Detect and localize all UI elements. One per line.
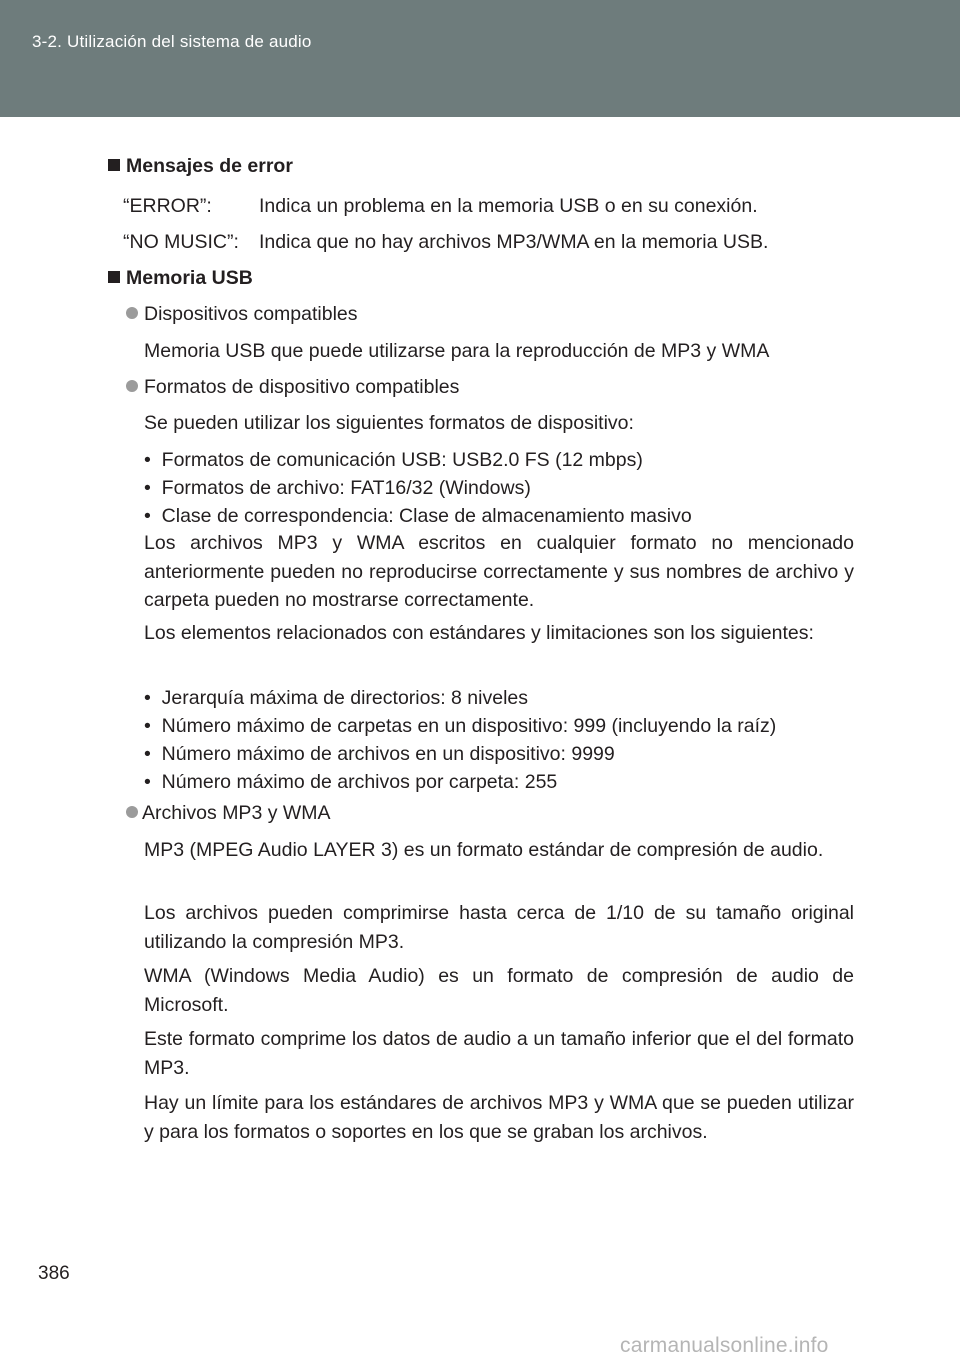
page-number: 386 [38,1263,70,1284]
error-code: “NO MUSIC”: [123,231,239,253]
mp3-wma-paragraph: MP3 (MPEG Audio LAYER 3) es un formato estándar de compresión de audio. [144,839,824,861]
round-bullet [126,307,138,319]
list-item: • Jerarquía máxima de directorios: 8 niveles [144,687,529,709]
compatible-devices-title: Dispositivos compatibles [144,303,358,325]
section-square-bullet [108,271,120,283]
mp3-wma-paragraph: Hay un límite para los estándares de archivos MP3 y WMA que se pueden utilizar y para los formatos o soportes en los que se graban los archivos. [144,1092,854,1143]
mp3-wma-paragraph: Este formato comprime los datos de audio a un tamaño inferior que el del formato MP3. [144,1028,854,1079]
error-code: “ERROR”: [123,195,212,217]
section-square-bullet [108,159,120,171]
round-bullet [126,806,138,818]
round-bullet [126,380,138,392]
usb-heading: Memoria USB [126,267,253,289]
error-description: Indica que no hay archivos MP3/WMA en la memoria USB. [259,231,769,253]
page-header-band [0,0,960,117]
list-item: • Formatos de comunicación USB: USB2.0 FS (12 mbps) [144,449,643,471]
list-item: • Número máximo de archivos por carpeta: 255 [144,771,558,793]
list-item: • Número máximo de archivos en un dispositivo: 9999 [144,743,615,765]
list-item: • Clase de correspondencia: Clase de almacenamiento masivo [144,505,692,527]
mp3-wma-paragraph: WMA (Windows Media Audio) es un formato de compresión de audio de Microsoft. [144,965,854,1016]
mp3-wma-paragraph: Los archivos pueden comprimirse hasta cerca de 1/10 de su tamaño original utilizando la compresión MP3. [144,902,854,953]
compatible-formats-intro: Se pueden utilizar los siguientes formatos de dispositivo: [144,412,634,434]
error-description: Indica un problema en la memoria USB o en su conexión. [259,195,758,217]
error-messages-heading: Mensajes de error [126,155,293,177]
list-item: • Número máximo de carpetas en un dispositivo: 999 (incluyendo la raíz) [144,715,777,737]
list-item: • Formatos de archivo: FAT16/32 (Windows) [144,477,531,499]
section-title: 3-2. Utilización del sistema de audio [32,32,312,51]
limits-intro-paragraph: Los elementos relacionados con estándares y limitaciones son los siguientes: [144,622,814,644]
compatible-formats-title: Formatos de dispositivo compatibles [144,376,460,398]
format-note-paragraph: Los archivos MP3 y WMA escritos en cualquier formato no mencionado anteriormente pueden no reproducirse correctamente y sus nombres de archivo y carpeta pueden no mostrarse correctamente. [144,532,854,611]
mp3-wma-title: Archivos MP3 y WMA [142,802,331,824]
compatible-devices-text: Memoria USB que puede utilizarse para la reproducción de MP3 y WMA [144,340,770,362]
watermark-text: carmanualsonline.info [620,1334,829,1357]
